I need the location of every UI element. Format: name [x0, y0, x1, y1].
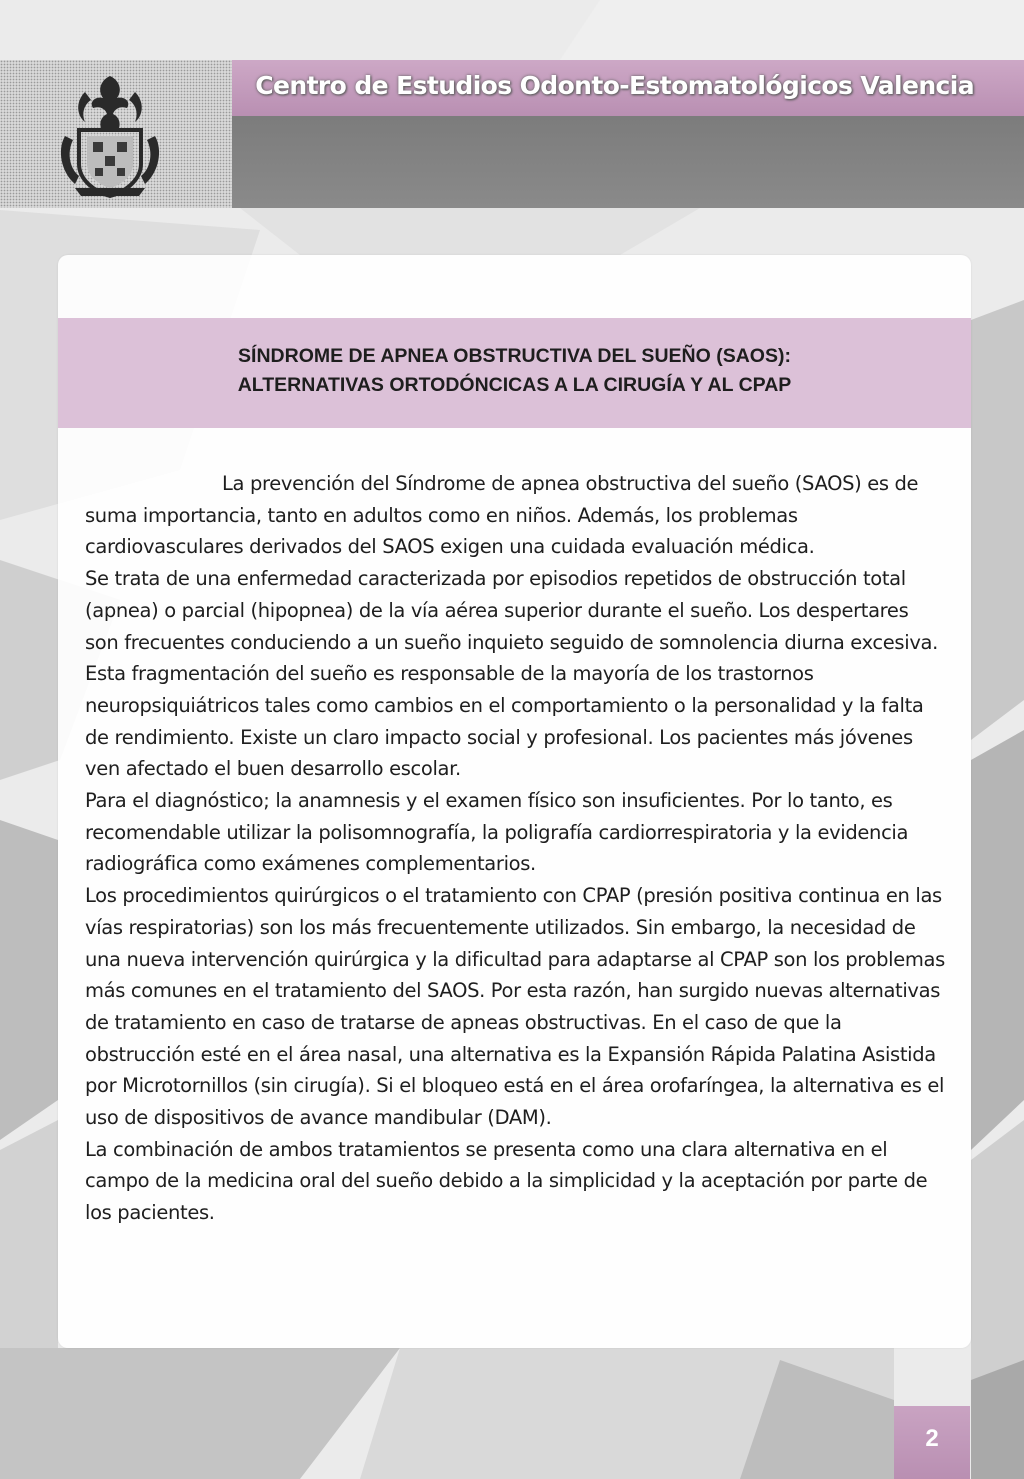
header-logo-area — [0, 60, 232, 208]
article-title — [58, 342, 971, 400]
paragraph-definition: Se trata de una enfermedad caracterizada por episodios repetidos de obstrucción total (apnea) o parcial (hipopnea) de la vía aérea superior durante el sueño. Los despertares son frecuentes conduciendo a un sueño inquieto seguido de somnolencia diurna excesiva. Esta fragmentación del sueño es responsable de la mayoría de los trastornos neuropsiquiátricos tales como cambios en el comportamiento o la personalidad y la falta de rendimiento. Existe un claro impacto social y profesional. Los pacientes más jóvenes ven afectado el buen desarrollo escolar. — [85, 567, 938, 781]
paragraph-conclusion: La combinación de ambos tratamientos se presenta como una clara alternativa en el campo de la medicina oral del sueño debido a la simplicidad y la aceptación por parte de los pacientes. — [85, 1137, 928, 1225]
article-title-band — [58, 318, 971, 428]
paragraph-introduction: La prevención del Síndrome de apnea obstructiva del sueño (SAOS) es de suma importancia, tanto en adultos como en niños. Además, los problemas cardiovasculares derivados del SAOS exigen una cuidada evaluación médica. — [85, 472, 919, 559]
paragraph-treatment: Los procedimientos quirúrgicos o el tratamiento con CPAP (presión positiva continua en las vías respiratorias) son los más frecuentemente utilizados. Sin embargo, la necesidad de una nueva intervención quirúrgica y la dificultad para adaptarse al CPAP son los problemas más comunes en el tratamiento del SAOS. Por esta razón, han surgido nuevas alternativas de tratamiento en caso de tratarse de apneas obstructivas. En el caso de que la obstrucción esté en el área nasal, una alternativa es la Expansión Rápida Palatina Asistida por Microtornillos (sin cirugía). Si el bloqueo está en el área orofaríngea, la alternativa es el uso de dispositivos de avance mandibular (DAM). — [85, 884, 945, 1130]
page-number-box — [894, 1406, 970, 1479]
header-gray-bar — [232, 116, 1024, 208]
paragraph-diagnosis: Para el diagnóstico; la anamnesis y el examen físico son insuficientes. Por lo tanto, es recomendable utilizar la polisomnografía, la poligrafía cardiorrespiratoria y la evidencia radiográfica como exámenes complementarios. — [85, 789, 909, 876]
header-title-bar — [232, 60, 1024, 116]
article-title-line-1: SÍNDROME DE APNEA OBSTRUCTIVA DEL SUEÑO (SAOS): — [238, 345, 791, 367]
page-number: 2 — [925, 1425, 939, 1452]
heraldic-crest-icon — [55, 72, 165, 200]
institution-name: Centro de Estudios Odonto-Estomatológicos Valencia — [255, 71, 974, 100]
article-title-line-2: ALTERNATIVAS ORTODÓNCICAS A LA CIRUGÍA Y AL CPAP — [237, 374, 792, 396]
article-body — [85, 468, 945, 1229]
